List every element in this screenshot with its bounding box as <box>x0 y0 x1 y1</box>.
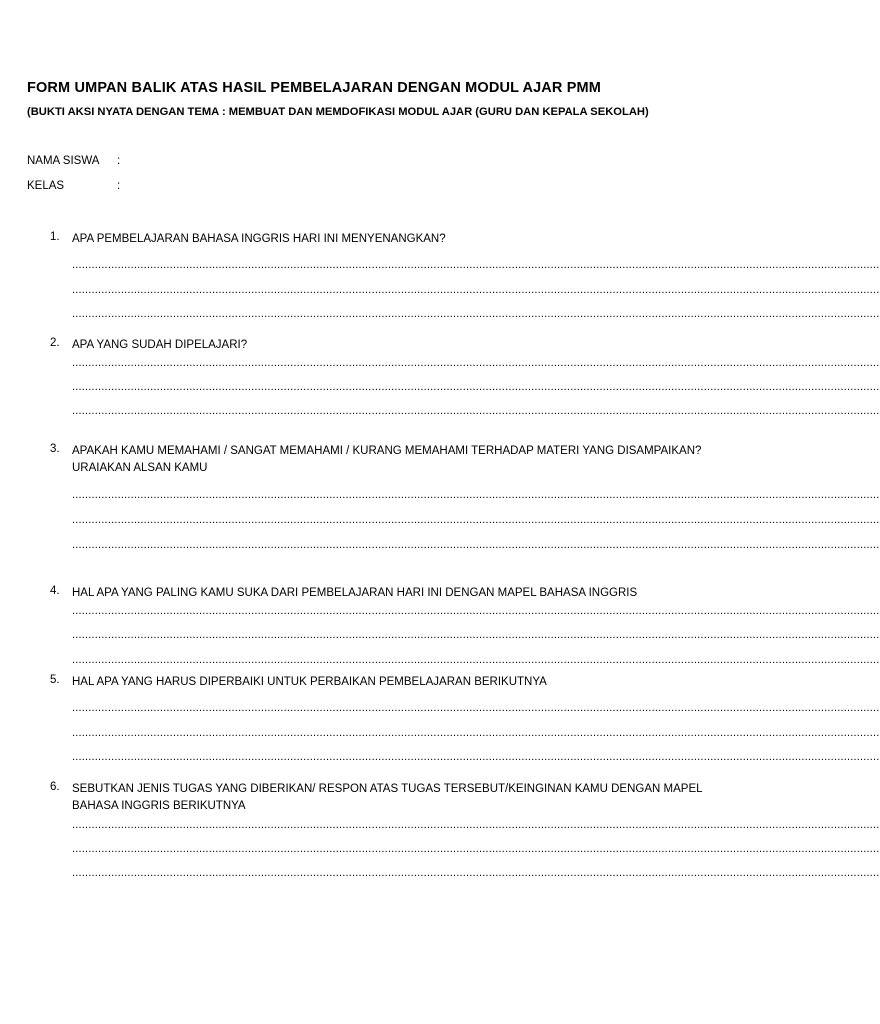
answer-line[interactable]: ........................................................................................................................................................................................................................................................ <box>72 308 880 320</box>
question-4 <box>50 585 740 602</box>
class-separator: : <box>117 180 121 192</box>
question-5 <box>50 674 740 691</box>
answer-line[interactable]: ........................................................................................................................................................................................................................................................ <box>72 654 880 666</box>
class-label: KELAS <box>27 180 65 192</box>
form-subtitle: (BUKTI AKSI NYATA DENGAN TEMA : MEMBUAT DAN MEMDOFIKASI MODUL AJAR (GURU DAN KEPALA SEKOLAH) <box>27 106 649 118</box>
class-row <box>27 180 120 192</box>
answer-line[interactable]: ........................................................................................................................................................................................................................................................ <box>72 259 880 271</box>
question-text: APA PEMBELAJARAN BAHASA INGGRIS HARI INI MENYENANGKAN? <box>72 233 446 245</box>
answer-line[interactable]: ........................................................................................................................................................................................................................................................ <box>72 381 880 393</box>
answer-line[interactable]: ........................................................................................................................................................................................................................................................ <box>72 605 880 617</box>
student-name-label: NAMA SISWA <box>27 155 100 167</box>
question-2 <box>50 337 740 354</box>
answer-line[interactable]: ........................................................................................................................................................................................................................................................ <box>72 702 880 714</box>
answer-line[interactable]: ........................................................................................................................................................................................................................................................ <box>72 514 880 526</box>
question-1 <box>50 231 740 248</box>
question-text: APA YANG SUDAH DIPELAJARI? <box>72 339 248 351</box>
question-text: APAKAH KAMU MEMAHAMI / SANGAT MEMAHAMI / KURANG MEMAHAMI TERHADAP MATERI YANG DISAMPAIKAN? URAIAKAN ALSAN KAMU <box>72 445 702 474</box>
answer-line[interactable]: ........................................................................................................................................................................................................................................................ <box>72 489 880 501</box>
question-3 <box>50 443 740 477</box>
answer-line[interactable]: ........................................................................................................................................................................................................................................................ <box>72 284 880 296</box>
question-number: 3. <box>50 443 60 455</box>
question-number: 4. <box>50 585 60 597</box>
question-number: 2. <box>50 337 60 349</box>
question-number: 6. <box>50 781 60 793</box>
answer-line[interactable]: ........................................................................................................................................................................................................................................................ <box>72 357 880 369</box>
question-6 <box>50 781 740 815</box>
question-number: 5. <box>50 674 60 686</box>
student-name-separator: : <box>117 155 121 167</box>
answer-line[interactable]: ........................................................................................................................................................................................................................................................ <box>72 405 880 417</box>
answer-line[interactable]: ........................................................................................................................................................................................................................................................ <box>72 539 880 551</box>
answer-line[interactable]: ........................................................................................................................................................................................................................................................ <box>72 819 880 831</box>
answer-line[interactable]: ........................................................................................................................................................................................................................................................ <box>72 629 880 641</box>
answer-line[interactable]: ........................................................................................................................................................................................................................................................ <box>72 727 880 739</box>
answer-line[interactable]: ........................................................................................................................................................................................................................................................ <box>72 867 880 879</box>
question-number: 1. <box>50 231 60 243</box>
question-text: HAL APA YANG HARUS DIPERBAIKI UNTUK PERBAIKAN PEMBELAJARAN BERIKUTNYA <box>72 676 547 688</box>
answer-line[interactable]: ........................................................................................................................................................................................................................................................ <box>72 843 880 855</box>
student-name-row <box>27 155 120 167</box>
question-text: SEBUTKAN JENIS TUGAS YANG DIBERIKAN/ RESPON ATAS TUGAS TERSEBUT/KEINGINAN KAMU DENGAN MAPEL BAHASA INGGRIS BERIKUTNYA <box>72 783 703 812</box>
question-text: HAL APA YANG PALING KAMU SUKA DARI PEMBELAJARAN HARI INI DENGAN MAPEL BAHASA INGGRIS <box>72 587 638 599</box>
form-title: FORM UMPAN BALIK ATAS HASIL PEMBELAJARAN DENGAN MODUL AJAR PMM <box>27 80 601 96</box>
answer-line[interactable]: ........................................................................................................................................................................................................................................................ <box>72 751 880 763</box>
